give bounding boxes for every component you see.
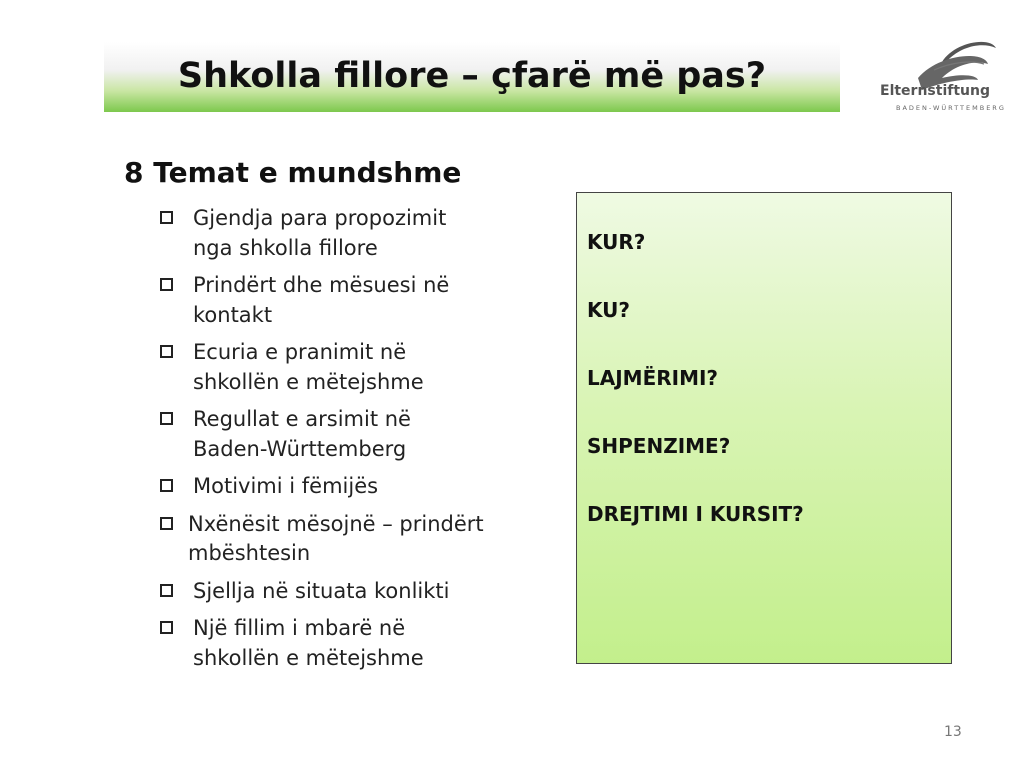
logo-name: Elternstiftung (880, 83, 990, 99)
topic-line: Nxënësit mësojnë – prindërt (188, 511, 484, 536)
question-item: SHPENZIME? (587, 434, 731, 458)
topic-line: mbështesin (188, 541, 311, 565)
list-item (160, 510, 560, 569)
question-item: LAJMËRIMI? (587, 366, 719, 390)
title-bar (104, 42, 840, 112)
topic-line: Gjendja para propozimit (193, 206, 447, 230)
topics-heading: 8 Temat e mundshme (124, 156, 462, 189)
list-item (160, 472, 560, 502)
checkbox-bullet-icon (160, 621, 173, 634)
list-item (160, 338, 560, 397)
topic-line: Sjellja në situata konlikti (193, 578, 450, 603)
topic-line: Baden-Württemberg (193, 436, 407, 461)
list-item (160, 577, 560, 607)
topics-list (160, 204, 560, 681)
checkbox-bullet-icon (160, 412, 173, 425)
checkbox-bullet-icon (160, 345, 173, 358)
list-item (160, 614, 560, 673)
topic-line: Motivimi i fëmijës (193, 474, 379, 498)
checkbox-bullet-icon (160, 517, 173, 530)
topic-line: Prindërt dhe mësuesi në (193, 273, 450, 297)
list-item (160, 271, 560, 330)
checkbox-bullet-icon (160, 278, 173, 291)
elternstiftung-logo (872, 34, 1002, 114)
list-item (160, 204, 560, 263)
topic-line: shkollën e mëtejshme (193, 369, 424, 394)
checkbox-bullet-icon (160, 584, 173, 597)
topic-line: shkollën e mëtejshme (193, 645, 424, 670)
checkbox-bullet-icon (160, 479, 173, 492)
topic-line: Ecuria e pranimit në (193, 340, 407, 364)
checkbox-bullet-icon (160, 211, 173, 224)
question-item: KUR? (587, 230, 646, 254)
logo-subtitle: BADEN-WÜRTTEMBERG (896, 104, 1006, 112)
topic-line: Regullat e arsimit në (193, 407, 411, 431)
slide-title: Shkolla fillore – çfarë më pas? (177, 56, 767, 96)
topic-line: kontakt (193, 302, 273, 327)
list-item (160, 405, 560, 464)
page-number: 13 (944, 724, 962, 740)
topic-line: nga shkolla fillore (193, 235, 378, 260)
question-item: DREJTIMI I KURSIT? (587, 502, 804, 526)
topic-line: Një fillim i mbarë në (193, 616, 406, 640)
questions-list (587, 228, 804, 568)
question-item: KU? (587, 298, 630, 322)
